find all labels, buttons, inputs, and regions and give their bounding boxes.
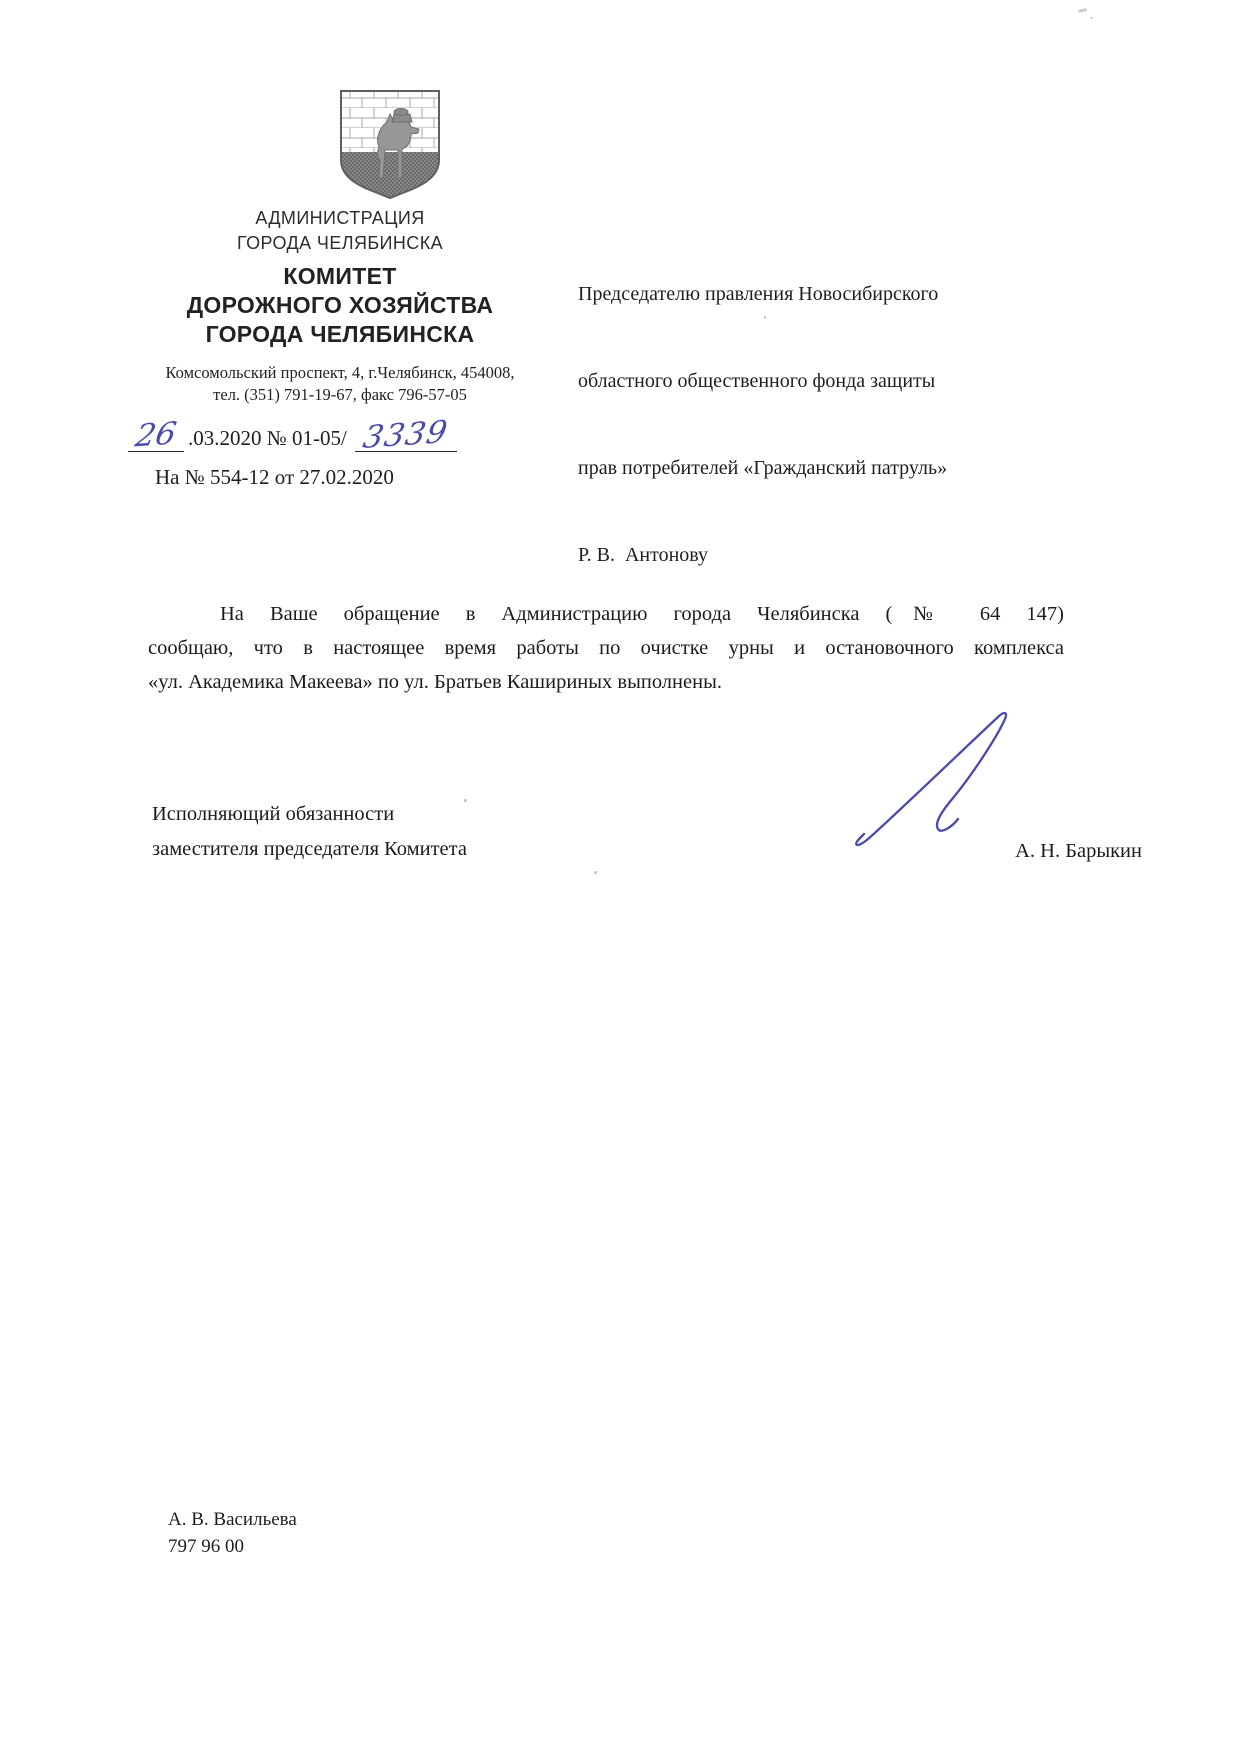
scan-speck	[1078, 8, 1087, 13]
scan-speck	[464, 799, 467, 802]
handwritten-signature	[850, 703, 1020, 855]
camel-coat-of-arms-icon	[338, 88, 442, 200]
org-address-line: Комсомольский проспект, 4, г.Челябинск, 454008,	[165, 363, 515, 382]
parent-org-line1: АДМИНИСТРАЦИЯ	[255, 208, 425, 228]
committee-title	[105, 262, 575, 349]
signer-position	[152, 797, 467, 867]
parent-org-line2: ГОРОДА ЧЕЛЯБИНСКА	[236, 233, 443, 253]
outgoing-reference-line	[128, 414, 457, 456]
handwritten-number-field	[355, 414, 457, 456]
executor-block	[168, 1506, 297, 1560]
addressee-line1: Председателю правления Новосибирского	[578, 283, 939, 305]
reply-to-reference: На № 554-12 от 27.02.2020	[155, 465, 394, 489]
letter-body	[148, 597, 1064, 699]
signer-position-line1: Исполняющий обязанности	[152, 803, 395, 825]
committee-line2: ДОРОЖНОГО ХОЗЯЙСТВА	[186, 292, 494, 318]
addressee-name: Р. В. Антонову	[578, 544, 709, 566]
body-line-2: сообщаю, что в настоящее время работы по очистке урны и остановочного комплекса	[148, 637, 1064, 659]
addressee-line2: областного общественного фонда защиты	[578, 370, 936, 392]
scan-speck	[764, 316, 766, 319]
parent-org-title	[110, 206, 570, 256]
org-phone-line: тел. (351) 791-19-67, факс 796-57-05	[213, 385, 467, 404]
handwritten-day: 26	[132, 415, 180, 455]
signer-name: А. Н. Барыкин	[1015, 840, 1142, 862]
signer-position-line2: заместителя председателя Комитета	[152, 838, 467, 860]
body-line-3: «ул. Академика Макеева» по ул. Братьев Кашириных выполнены.	[148, 671, 722, 693]
addressee-block	[578, 222, 1053, 628]
executor-name: А. В. Васильева	[168, 1509, 297, 1530]
scan-speck	[594, 871, 597, 874]
addressee-line3: прав потребителей «Гражданский патруль»	[578, 457, 948, 479]
org-contact-info	[110, 362, 570, 406]
outgoing-number-printed: .03.2020 № 01-05/	[188, 426, 347, 450]
handwritten-day-field	[128, 415, 184, 455]
committee-line1: КОМИТЕТ	[283, 263, 397, 289]
body-line-1: На Ваше обращение в Администрацию города Челябинска (№ 64 147)	[220, 603, 1064, 625]
scan-speck	[1090, 17, 1093, 19]
executor-phone: 797 96 00	[168, 1536, 244, 1557]
handwritten-number: 3339	[360, 414, 452, 456]
committee-line3: ГОРОДА ЧЕЛЯБИНСКА	[205, 321, 475, 347]
